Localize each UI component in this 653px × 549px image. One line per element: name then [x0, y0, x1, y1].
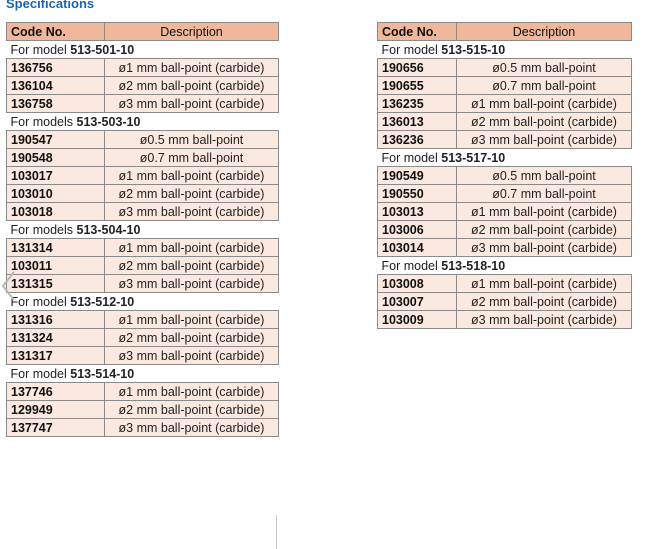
code-cell: 136013 [378, 113, 457, 131]
code-cell: 103017 [7, 167, 105, 185]
description-cell: ø2 mm ball-point (carbide) [105, 329, 279, 347]
description-cell: ø3 mm ball-point (carbide) [105, 95, 279, 113]
model-prefix: For models [10, 114, 74, 129]
code-column-header: Code No. [7, 23, 105, 41]
code-cell: 103006 [378, 221, 457, 239]
table-row [7, 239, 279, 257]
model-prefix: For models [10, 222, 74, 237]
description-cell: ø2 mm ball-point (carbide) [457, 113, 632, 131]
code-cell: 103014 [378, 239, 457, 257]
code-cell: 137747 [7, 419, 105, 437]
code-cell: 136758 [7, 95, 105, 113]
code-cell: 131317 [7, 347, 105, 365]
code-cell: 136756 [7, 59, 105, 77]
model-group-label [378, 41, 632, 59]
table-row [378, 167, 632, 185]
model-number: 513-518-10 [441, 258, 506, 273]
description-cell: ø2 mm ball-point (carbide) [105, 185, 279, 203]
model-group-label [7, 113, 279, 131]
model-group-row [7, 221, 279, 239]
table-row [7, 275, 279, 293]
description-cell: ø3 mm ball-point (carbide) [105, 419, 279, 437]
table-row [7, 95, 279, 113]
code-cell: 136104 [7, 77, 105, 95]
description-cell: ø3 mm ball-point (carbide) [457, 311, 632, 329]
model-number: 513-503-10 [76, 114, 141, 129]
code-cell: 103010 [7, 185, 105, 203]
description-cell: ø2 mm ball-point (carbide) [457, 293, 632, 311]
spec-table-left [6, 22, 279, 437]
description-column-header: Description [105, 23, 279, 41]
table-header-row [378, 23, 632, 41]
table-row [7, 77, 279, 95]
model-prefix: For model [10, 366, 67, 381]
description-cell: ø1 mm ball-point (carbide) [105, 383, 279, 401]
table-row [7, 149, 279, 167]
description-cell: ø3 mm ball-point (carbide) [457, 131, 632, 149]
scroll-indicator [276, 515, 277, 549]
model-group-row [378, 257, 632, 275]
table-row [7, 329, 279, 347]
table-row [7, 347, 279, 365]
code-cell: 190548 [7, 149, 105, 167]
description-cell: ø1 mm ball-point (carbide) [105, 311, 279, 329]
description-cell: ø3 mm ball-point (carbide) [105, 203, 279, 221]
description-cell: ø2 mm ball-point (carbide) [105, 257, 279, 275]
table-row [7, 131, 279, 149]
spec-table-right [377, 22, 632, 329]
model-group-row [7, 41, 279, 59]
code-cell: 103013 [378, 203, 457, 221]
table-row [378, 275, 632, 293]
table-header-row [7, 23, 279, 41]
code-cell: 103018 [7, 203, 105, 221]
code-cell: 131324 [7, 329, 105, 347]
description-cell: ø3 mm ball-point (carbide) [105, 275, 279, 293]
description-cell: ø0.5 mm ball-point [457, 59, 632, 77]
model-number: 513-515-10 [441, 42, 506, 57]
table-row [378, 95, 632, 113]
description-cell: ø1 mm ball-point (carbide) [105, 167, 279, 185]
model-group-row [7, 293, 279, 311]
code-cell: 103007 [378, 293, 457, 311]
table-row [7, 401, 279, 419]
table-row [7, 203, 279, 221]
code-cell: 103008 [378, 275, 457, 293]
code-cell: 190655 [378, 77, 457, 95]
code-cell: 131314 [7, 239, 105, 257]
description-cell: ø3 mm ball-point (carbide) [457, 239, 632, 257]
description-cell: ø1 mm ball-point (carbide) [457, 275, 632, 293]
description-cell: ø0.5 mm ball-point [105, 131, 279, 149]
model-group-row [7, 113, 279, 131]
table-row [7, 257, 279, 275]
model-group-label [7, 221, 279, 239]
table-row [7, 59, 279, 77]
model-prefix: For model [381, 150, 438, 165]
table-row [378, 239, 632, 257]
description-cell: ø2 mm ball-point (carbide) [105, 77, 279, 95]
description-column-header: Description [457, 23, 632, 41]
model-group-label [378, 257, 632, 275]
table-row [378, 113, 632, 131]
model-group-label [7, 365, 279, 383]
description-cell: ø1 mm ball-point (carbide) [457, 95, 632, 113]
description-cell: ø0.7 mm ball-point [457, 77, 632, 95]
code-cell: 190550 [378, 185, 457, 203]
table-row [7, 185, 279, 203]
description-cell: ø0.7 mm ball-point [105, 149, 279, 167]
table-row [378, 293, 632, 311]
table-row [378, 131, 632, 149]
model-group-row [7, 365, 279, 383]
code-cell: 129949 [7, 401, 105, 419]
description-cell: ø2 mm ball-point (carbide) [105, 401, 279, 419]
section-title: Specifications [6, 0, 95, 11]
model-prefix: For model [10, 42, 67, 57]
code-cell: 190547 [7, 131, 105, 149]
chevron-left-icon[interactable] [0, 268, 18, 304]
table-row [378, 311, 632, 329]
code-cell: 137746 [7, 383, 105, 401]
code-cell: 136235 [378, 95, 457, 113]
description-cell: ø1 mm ball-point (carbide) [105, 239, 279, 257]
model-group-row [378, 149, 632, 167]
model-number: 513-517-10 [441, 150, 506, 165]
model-number: 513-512-10 [70, 294, 135, 309]
table-row [378, 203, 632, 221]
model-prefix: For model [381, 42, 438, 57]
code-cell: 103011 [7, 257, 105, 275]
model-group-row [378, 41, 632, 59]
code-cell: 190656 [378, 59, 457, 77]
model-group-label [378, 149, 632, 167]
description-cell: ø0.7 mm ball-point [457, 185, 632, 203]
model-number: 513-514-10 [70, 366, 135, 381]
table-row [7, 167, 279, 185]
model-prefix: For model [381, 258, 438, 273]
table-row [7, 383, 279, 401]
model-group-label [7, 293, 279, 311]
model-number: 513-501-10 [70, 42, 135, 57]
code-cell: 136236 [378, 131, 457, 149]
table-row [378, 185, 632, 203]
description-cell: ø1 mm ball-point (carbide) [105, 59, 279, 77]
model-group-label [7, 41, 279, 59]
code-cell: 103009 [378, 311, 457, 329]
code-cell: 190549 [378, 167, 457, 185]
code-cell: 131315 [7, 275, 105, 293]
table-row [378, 221, 632, 239]
table-row [7, 419, 279, 437]
model-prefix: For model [10, 294, 67, 309]
description-cell: ø2 mm ball-point (carbide) [457, 221, 632, 239]
model-number: 513-504-10 [76, 222, 141, 237]
code-column-header: Code No. [378, 23, 457, 41]
table-row [378, 59, 632, 77]
code-cell: 131316 [7, 311, 105, 329]
table-row [7, 311, 279, 329]
description-cell: ø3 mm ball-point (carbide) [105, 347, 279, 365]
table-row [378, 77, 632, 95]
description-cell: ø1 mm ball-point (carbide) [457, 203, 632, 221]
description-cell: ø0.5 mm ball-point [457, 167, 632, 185]
